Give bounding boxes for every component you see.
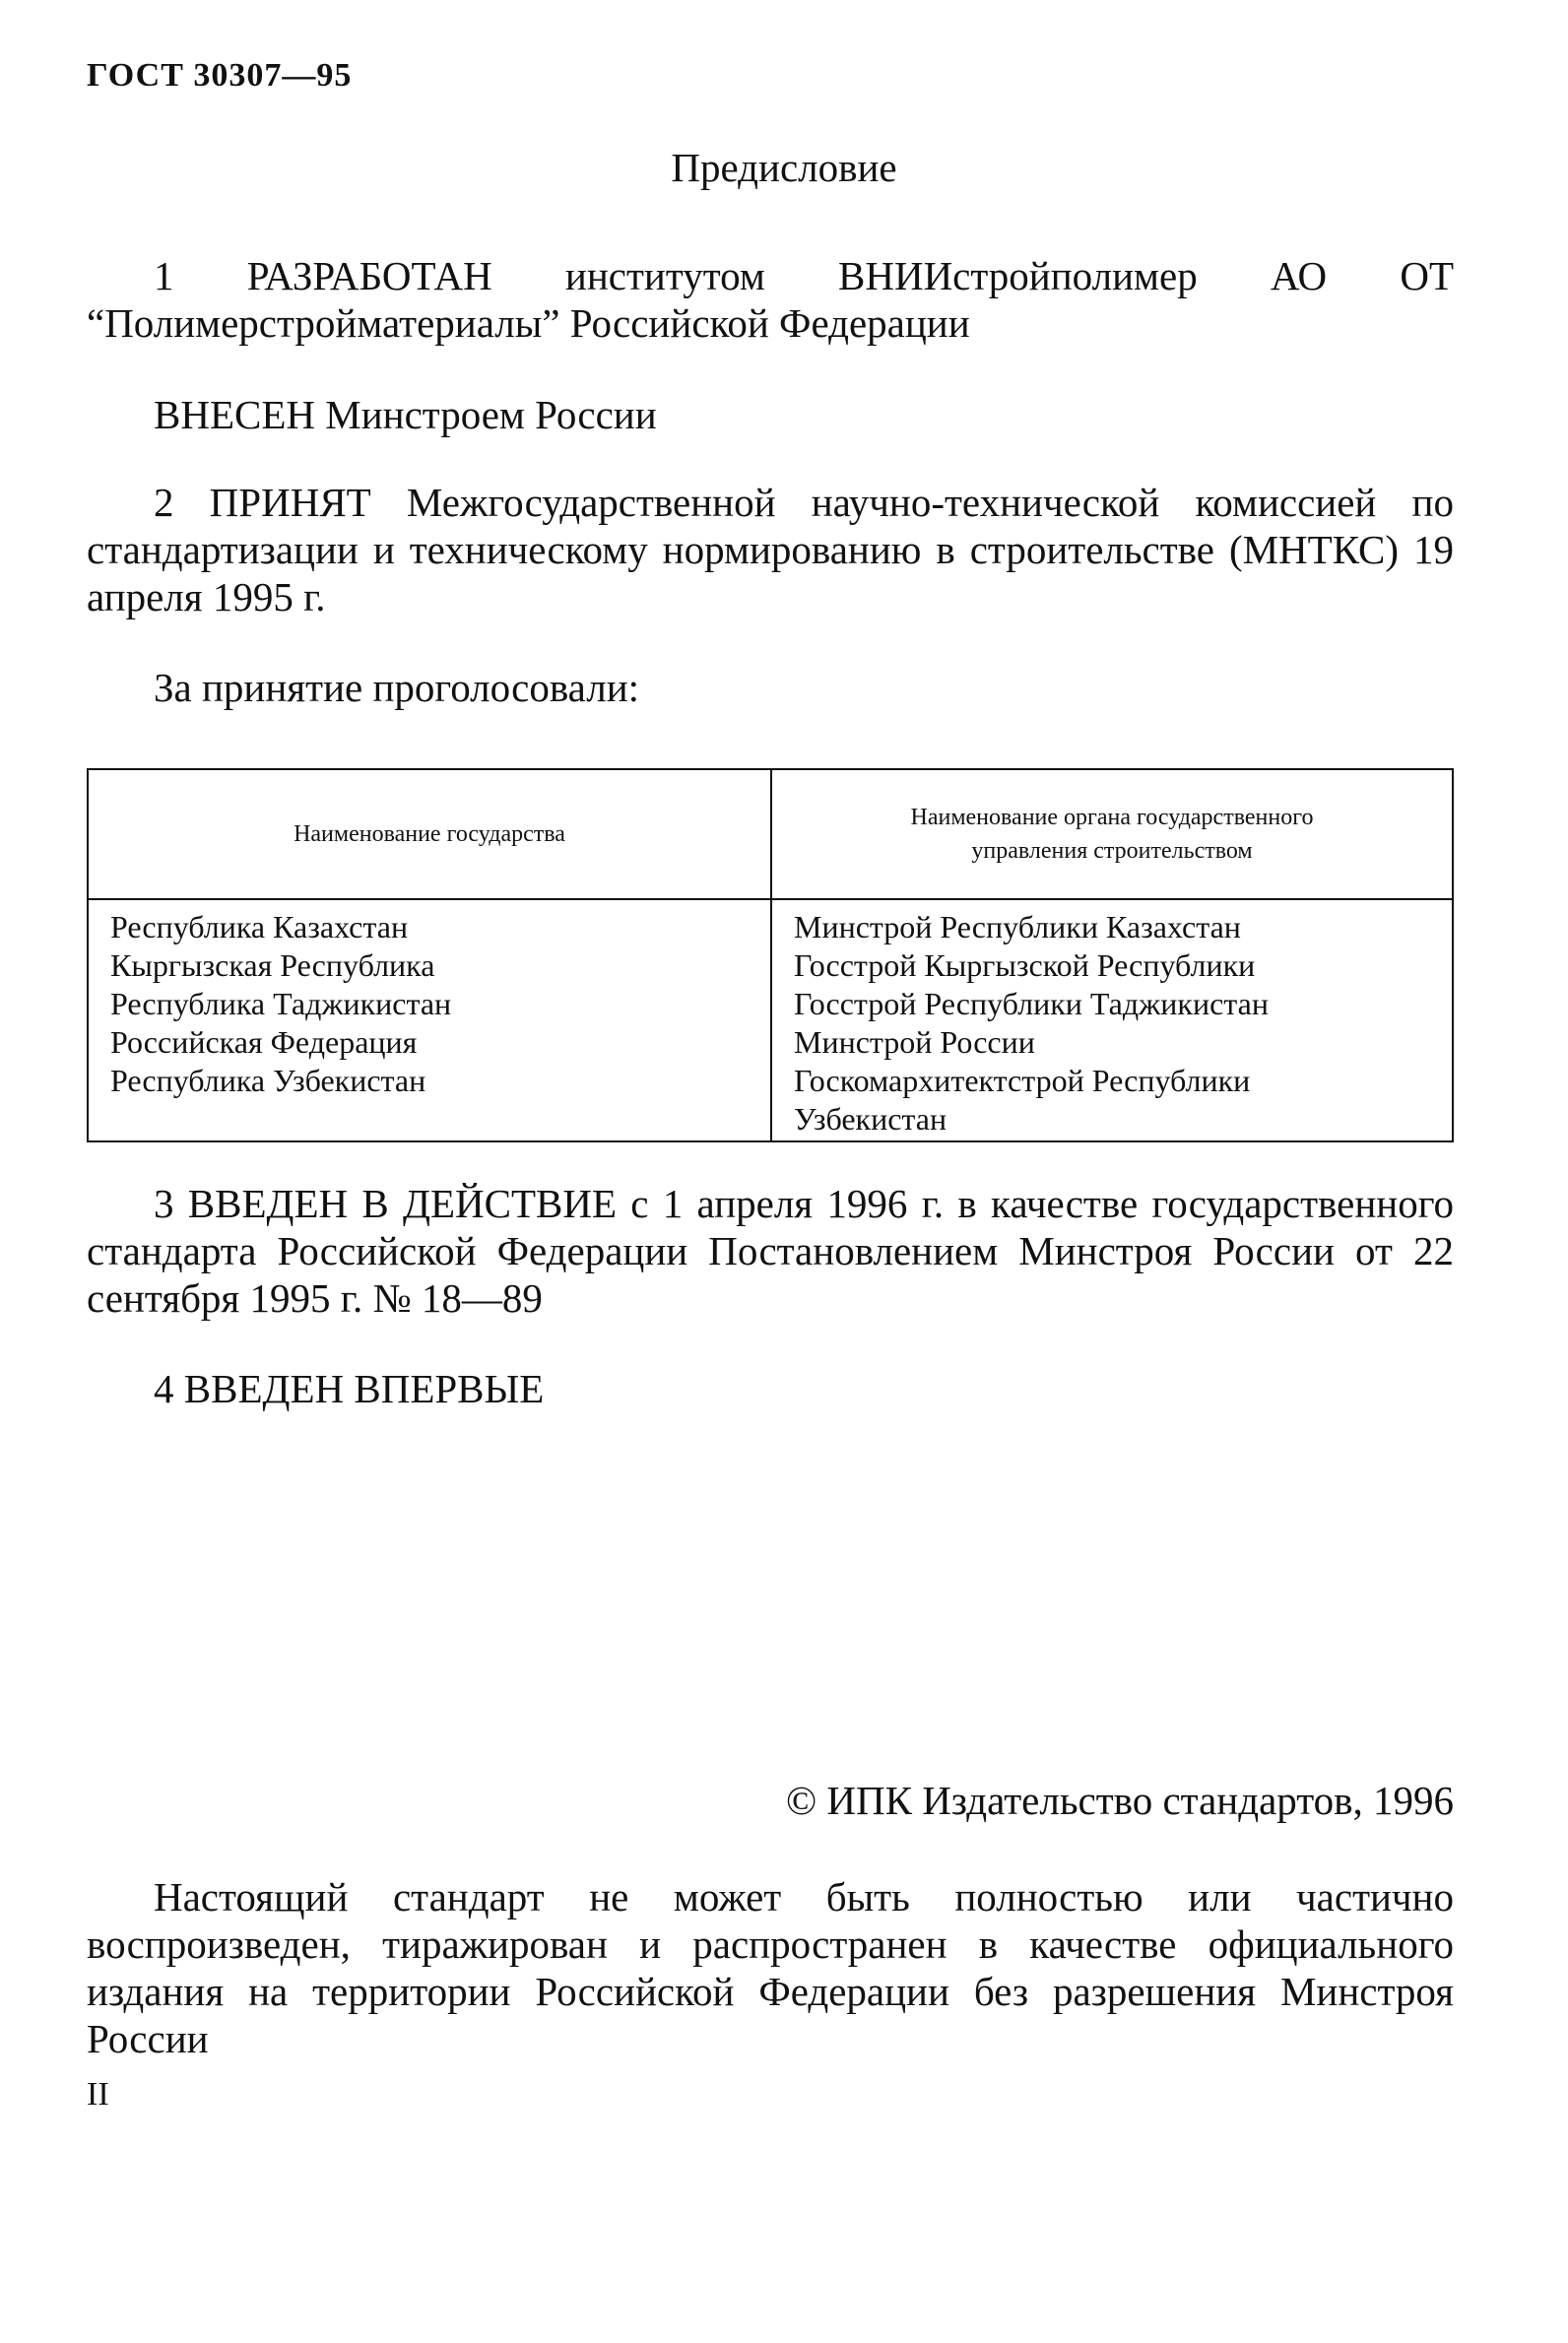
list-item: Госкомархитектстрой Республики (794, 1063, 1251, 1098)
list-item: Республика Узбекистан (110, 1063, 426, 1098)
list-item: Минстрой Республики Казахстан (794, 909, 1241, 944)
list-item: Кыргызская Республика (110, 947, 435, 983)
header-cell-state (89, 770, 772, 898)
states-cell (89, 900, 772, 1142)
copyright-line: © ИПК Издательство стандартов, 1996 (785, 1778, 1454, 1823)
table-body-row (89, 900, 1452, 1142)
document-code: ГОСТ 30307—95 (87, 57, 353, 94)
list-item: Госстрой Республики Таджикистан (794, 986, 1269, 1021)
paragraph-first-introduced: 4 ВВЕДЕН ВПЕРВЫЕ (154, 1366, 545, 1411)
list-item: Госстрой Кыргызской Республики (794, 947, 1256, 983)
list-item: Республика Казахстан (110, 909, 409, 944)
table-header-row (89, 770, 1452, 900)
page-number: II (87, 2076, 109, 2113)
paragraph-enacted: 3 ВВЕДЕН В ДЕЙСТВИЕ с 1 апреля 1996 г. в качестве государственного стандарта Российской Федерации Постановлением Минстроя России от 22 сентября 1995 г. № 18—89 (87, 1181, 1454, 1321)
list-item: Республика Таджикистан (110, 986, 452, 1021)
list-item: Узбекистан (794, 1101, 947, 1137)
list-item: Российская Федерация (110, 1024, 418, 1060)
header-state-label: Наименование государства (294, 821, 565, 847)
header-authority-label: Наименование органа государственного управления строительством (910, 805, 1314, 864)
paragraph-introduced: ВНЕСЕН Минстроем России (154, 392, 657, 437)
page-title: Предисловие (671, 145, 897, 190)
paragraph-voted: За принятие проголосовали: (154, 665, 640, 710)
paragraph-adopted: 2 ПРИНЯТ Межгосударственной научно-технической комиссией по стандартизации и техническому нормированию в строительстве (МНТКС) 19 апреля 1995 г. (87, 480, 1454, 619)
header-cell-authority (772, 770, 1452, 898)
reproduction-notice: Настоящий стандарт не может быть полностью или частично воспроизведен, тиражирован и распространен в качестве официального издания на территории Российской Федерации без разрешения Минстроя России (87, 1874, 1454, 2061)
authorities-cell (772, 900, 1452, 1142)
list-item: Минстрой России (794, 1024, 1035, 1060)
paragraph-developed: 1 РАЗРАБОТАН институтом ВНИИстройполимер АО ОТ “Полимерстройматериалы” Российской Федерации (87, 253, 1454, 346)
voting-table (87, 768, 1454, 1142)
